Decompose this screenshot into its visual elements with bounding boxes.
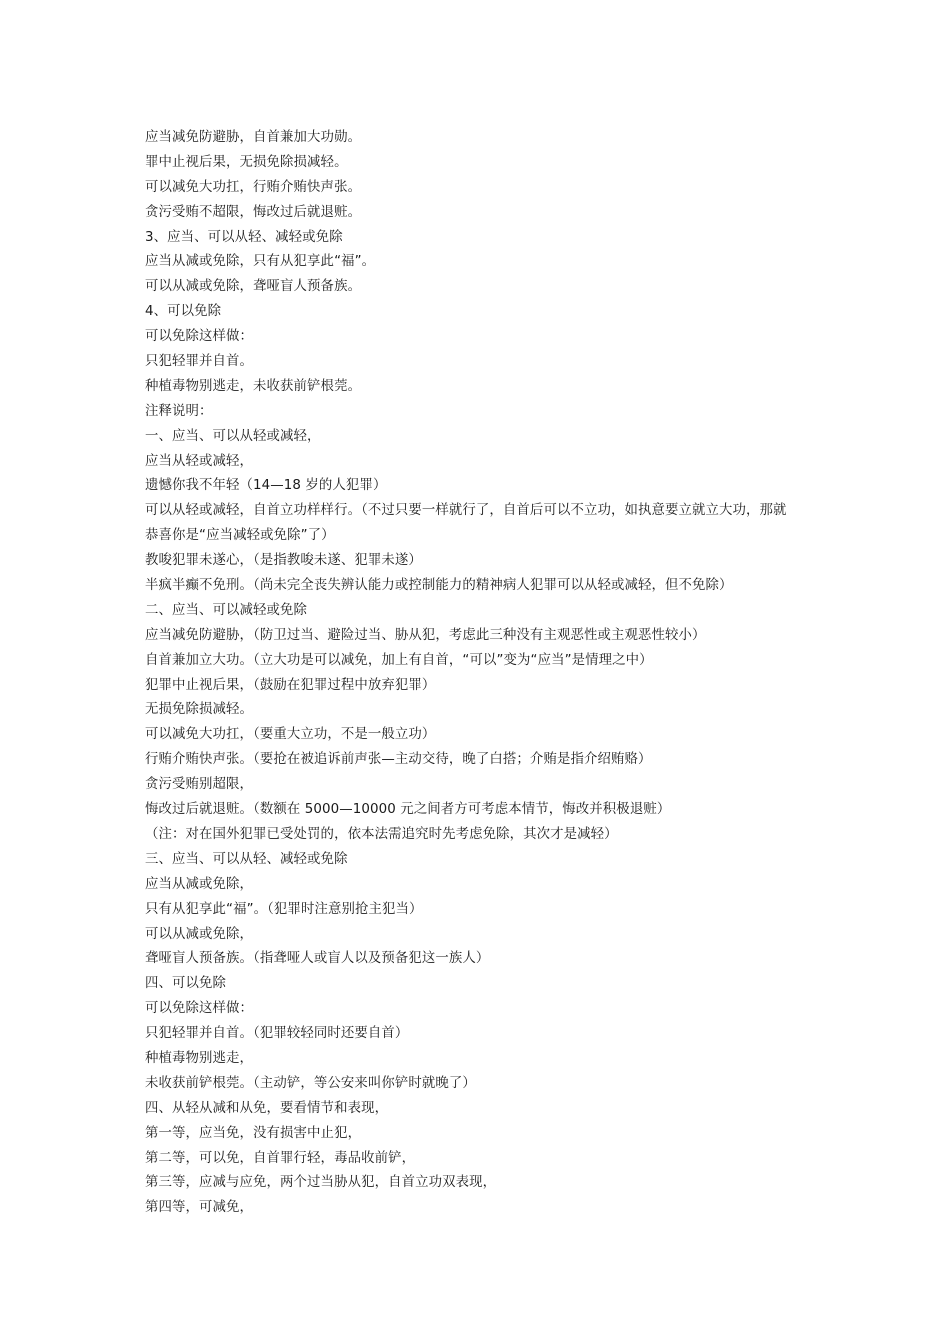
text-line: 可以免除这样做： (145, 328, 254, 345)
text-line: 可以从减或免除，聋哑盲人预备族。 (145, 278, 362, 295)
text-line: 第四等，可减免， (145, 1199, 254, 1216)
text-line: 应当从减或免除， (145, 875, 254, 892)
text-line: 遗憾你我不年轻（14—18 岁的人犯罪） (145, 477, 387, 494)
text-line: 应当从轻或减轻， (145, 452, 254, 469)
text-line: 恭喜你是“应当减轻或免除”了） (145, 527, 335, 544)
text-line: 应当减免防避胁，自首兼加大功勋。 (145, 129, 362, 145)
text-line: 可以从轻或减轻，自首立功样样行。（不过只要一样就行了，自首后可以不立功，如执意要立就立大功，那就 (145, 502, 787, 519)
section-heading: 二、应当、可以减轻或免除 (145, 601, 308, 618)
section-heading: 四、可以免除 (145, 975, 227, 992)
section-heading: 4、可以免除 (145, 303, 222, 320)
text-line: 第三等，应减与应免，两个过当胁从犯，自首立功双表现， (145, 1174, 497, 1191)
text-line: 悔改过后就退赃。（数额在 5000—10000 元之间者方可考虑本情节，悔改并积极退赃） (145, 801, 671, 818)
text-line: 只犯轻罪并自首。（犯罪较轻同时还要自首） (145, 1025, 409, 1042)
text-line: 可以减免大功扛，（要重大立功，不是一般立功） (145, 726, 436, 743)
text-line: 教唆犯罪未遂心，（是指教唆未遂、犯罪未遂） (145, 552, 422, 569)
text-line: 聋哑盲人预备族。（指聋哑人或盲人以及预备犯这一族人） (145, 950, 490, 967)
text-line: 种植毒物别逃走，未收获前铲根莞。 (145, 377, 362, 394)
text-line: 只犯轻罪并自首。 (145, 353, 254, 370)
text-line: 犯罪中止视后果，（鼓励在犯罪过程中放弃犯罪） (145, 676, 436, 693)
text-line: 可以减免大功扛，行贿介贿快声张。 (145, 178, 362, 195)
text-line: 可以从减或免除， (145, 925, 254, 942)
text-line: 应当减免防避胁，（防卫过当、避险过当、胁从犯，考虑此三种没有主观恶性或主观恶性较小） (145, 626, 706, 643)
body-text (145, 125, 815, 1220)
text-line: 无损免除损减轻。 (145, 701, 254, 718)
text-line: 可以免除这样做： (145, 1000, 254, 1017)
text-line: 只有从犯享此“福”。（犯罪时注意别抢主犯当） (145, 900, 423, 917)
text-line: 应当从减或免除，只有从犯享此“福”。 (145, 253, 376, 270)
section-heading: 3、应当、可以从轻、减轻或免除 (145, 228, 343, 245)
text-line: 贪污受贿别超限， (145, 776, 254, 793)
text-line: 第一等，应当免，没有损害中止犯， (145, 1124, 362, 1141)
section-heading: 三、应当、可以从轻、减轻或免除 (145, 850, 348, 867)
section-heading: 注释说明： (145, 402, 213, 419)
text-line: 行贿介贿快声张。（要抢在被追诉前声张—主动交待，晚了白搭；介贿是指介绍贿赂） (145, 751, 652, 768)
text-line: 贪污受贿不超限，悔改过后就退赃。 (145, 203, 362, 220)
note-line: （注：对在国外犯罪已受处罚的，依本法需追究时先考虑免除，其次才是减轻） (145, 825, 618, 842)
section-heading: 一、应当、可以从轻或减轻， (145, 427, 321, 444)
text-line: 自首兼加立大功。（立大功是可以减免，加上有自首，“可以”变为“应当”是情理之中） (145, 651, 653, 668)
text-line: 种植毒物别逃走， (145, 1049, 254, 1066)
text-line: 罪中止视后果，无损免除损减轻。 (145, 153, 348, 170)
text-line: 半疯半癫不免刑。（尚未完全丧失辨认能力或控制能力的精神病人犯罪可以从轻或减轻，但不免除） (145, 577, 733, 594)
text-line: 第二等，可以免，自首罪行轻，毒品收前铲， (145, 1149, 416, 1166)
text-line: 未收获前铲根莞。（主动铲，等公安来叫你铲时就晚了） (145, 1074, 476, 1091)
section-heading: 四、从轻从减和从免，要看情节和表现， (145, 1099, 389, 1116)
